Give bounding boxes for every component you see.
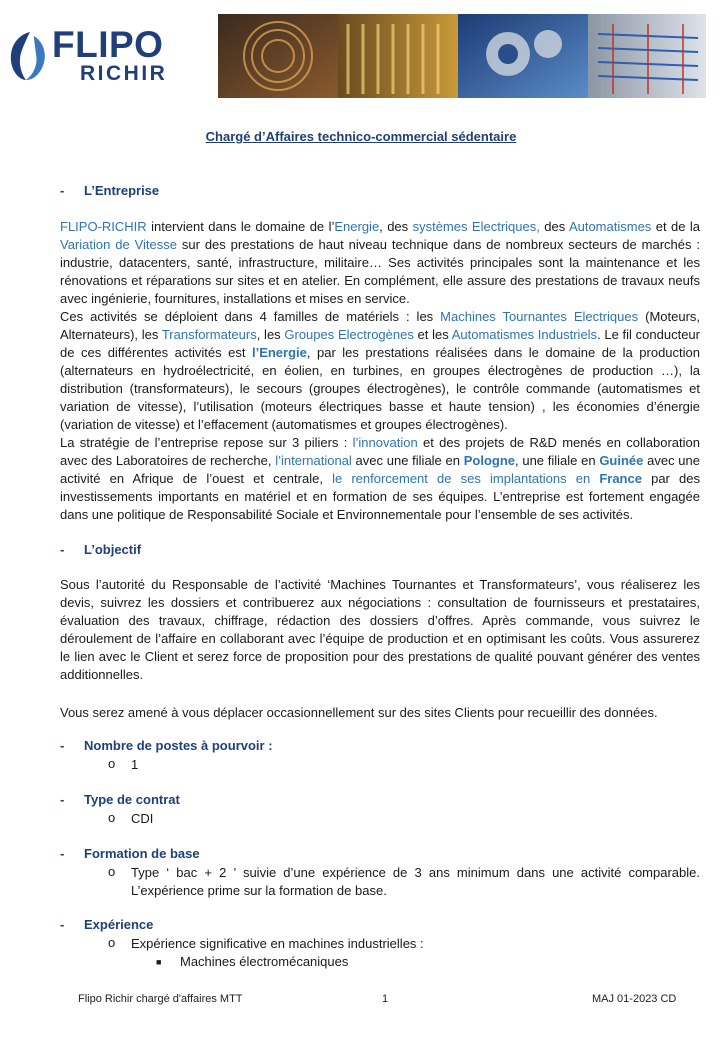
- objectif-paragraph-1: Sous l’autorité du Responsable de l’activité ‘Machines Tournantes et Transformateurs’, vous réaliserez les devis, suivrez les dossiers et contribuerez aux négociations : consultation de fournisseurs et prestataires, évaluation des travaux, chiffrage, rédaction des dossiers d’offres. Après commande, vous suivrez le déroulement de l’affaire en collaborant avec l’équipe de production et en optimisant les coûts. Vous assurerez le lien avec le Client et serez force de proposition pour des prestations de qualité pouvant générer des ventes additionnelles.: [60, 577, 700, 682]
- bullet-square: ■: [156, 957, 162, 967]
- entreprise-paragraph-2: Ces activités se déploient dans 4 familles de matériels : les Machines Tournantes Electriques (Moteurs, Alternateurs), les Transformateurs, les Groupes Electrogènes et les Automatismes Industriels. Le fil conducteur de ces différentes activités est l’Energie, par les prestations réalisées dans le domaine de la production (alternateurs en hydroélectricité, en éolien, en turbines, en groupes électrogènes de production …), la distribution (transformateurs), le secours (groupes électrogènes), le contrôle commande (automatismes et variation de vitesse), l’utilisation (moteurs électriques basse et haute tension) , les économies d’énergie (variation de vitesse) et l’effacement (automatismes et groupes électrogènes).: [60, 309, 701, 432]
- entreprise-paragraph-1: FLIPO-RICHIR intervient dans le domaine de l’Energie, des systèmes Electriques, des Automatismes et de la Variation de Vitesse sur des prestations de haut niveau technique dans de nombreux secteurs de marchés : industrie, datacenters, santé, infrastructure, militaire… Ses activités principales sont la maintenance et les rénovations et réparations sur sites et en atelier. En complément, elle assure des prestations de travaux neufs avec ingénierie, fournitures, installations et mises en service.: [60, 219, 700, 306]
- page-header: [0, 0, 722, 110]
- bullet-circle: o: [108, 756, 116, 771]
- company-logo: [8, 26, 198, 86]
- footer-page-number: 1: [382, 993, 389, 1005]
- bullet-circle: o: [108, 810, 116, 825]
- formation-value: Type ‘ bac + 2 ’ suivie d’une expérience de 3 ans minimum dans une activité comparable. L’expérience prime sur la formation de base.: [131, 865, 700, 898]
- footer-right: MAJ 01-2023 CD: [592, 993, 677, 1005]
- header-banner-image: [218, 14, 706, 98]
- entreprise-paragraph-3: La stratégie de l’entreprise repose sur 3 piliers : l’innovation et des projets de R&D menés en collaboration avec des Laboratoires de recherche, l’international avec une filiale en Pologne, une filiale en Guinée avec une activité en Afrique de l’ouest et centrale, le renforcement de ses implantations en France par des investissements importants en matériel et en formation de ses équipes. L’entreprise est fortement engagée dans une politique de Responsabilité Sociale et Environnementale pour l’ensemble de ses activités.: [60, 435, 700, 522]
- experience-value: Expérience significative en machines industrielles :: [131, 936, 424, 951]
- logo-text-flipo: FLIPO: [52, 24, 164, 65]
- postes-value: 1: [131, 757, 139, 772]
- bullet-circle: o: [108, 935, 116, 950]
- objectif-paragraph-2: Vous serez amené à vous déplacer occasionnellement sur des sites Clients pour recueillir des données.: [60, 705, 658, 720]
- bullet-circle: o: [108, 864, 116, 879]
- contrat-value: CDI: [131, 811, 154, 826]
- logo-mark-icon: [8, 30, 48, 82]
- logo-text-richir: RICHIR: [80, 62, 168, 85]
- page-title: Chargé d’Affaires technico-commercial sédentaire: [205, 129, 517, 144]
- footer-left: Flipo Richir chargé d'affaires MTT: [78, 993, 243, 1005]
- experience-subitem: Machines électromécaniques: [180, 954, 349, 969]
